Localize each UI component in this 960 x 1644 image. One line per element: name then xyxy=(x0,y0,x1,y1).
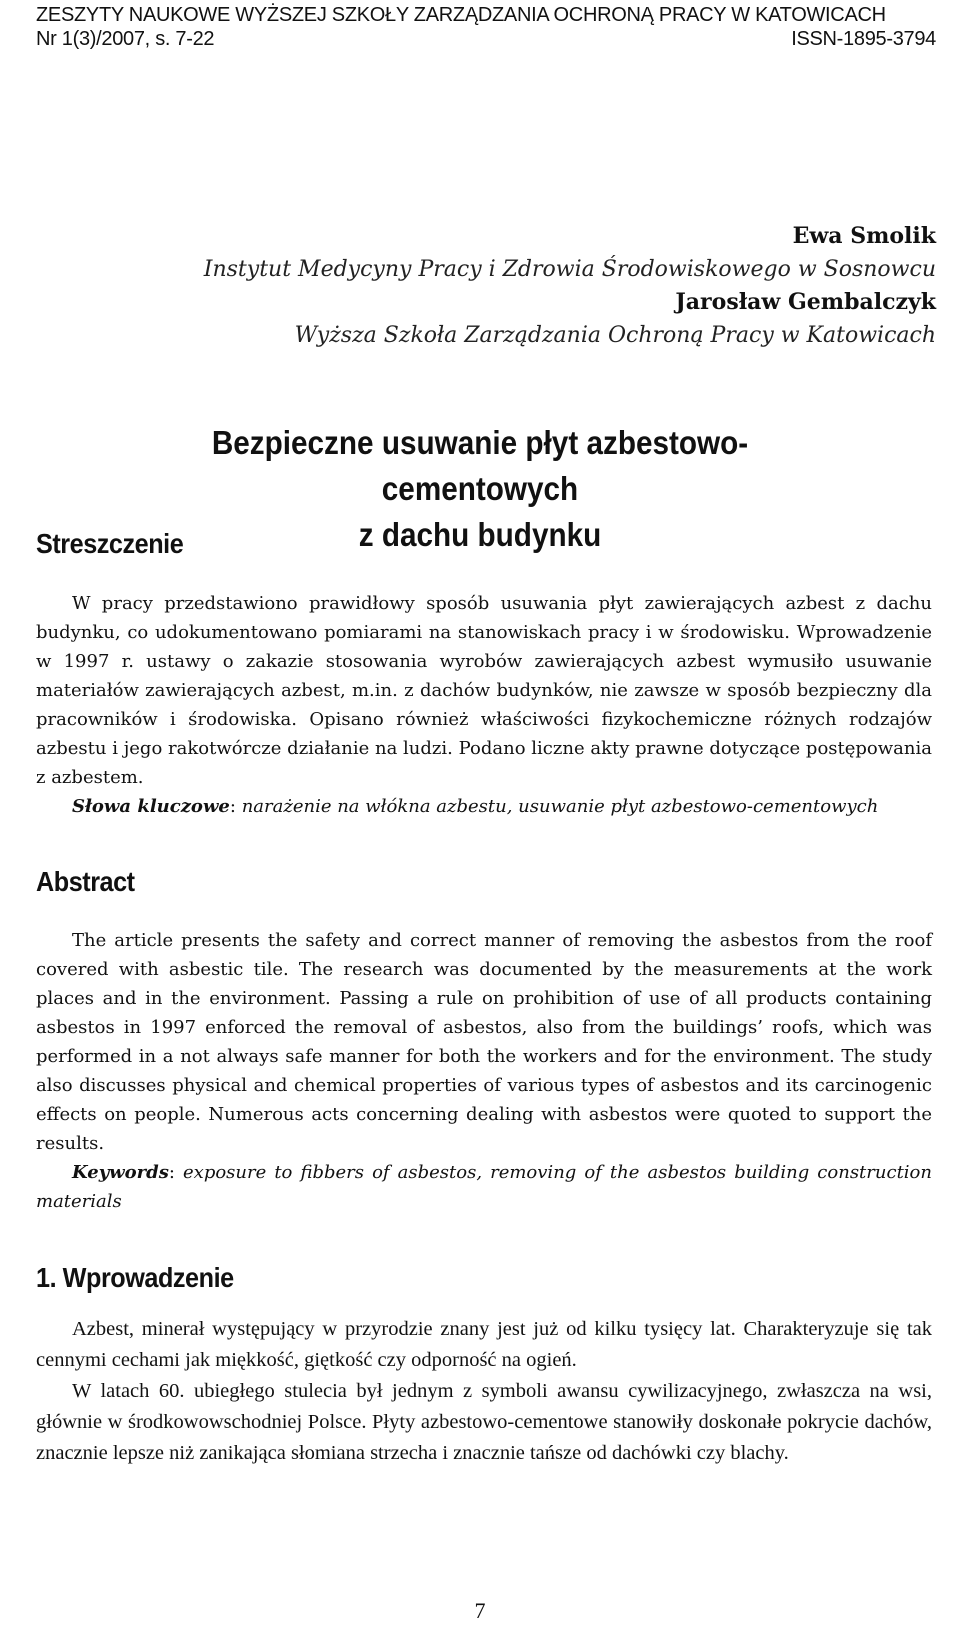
paragraph: W latach 60. ubiegłego stulecia był jednym z symboli awansu cywilizacyjnego, zwłaszcza na wsi, głównie w środkowowschodniej Polsce. Płyty azbestowo-cementowe stanowiły doskonałe pokrycie dachów, znacznie lepsze niż zanikająca słomiana strzecha i znacznie tańsze od dachówki czy blachy. xyxy=(36,1380,932,1464)
streszczenie-keywords xyxy=(36,792,932,821)
title-line: Bezpieczne usuwanie płyt azbestowo-cementowych xyxy=(211,424,749,507)
abstract-text xyxy=(36,926,932,1216)
authors-block xyxy=(204,220,936,352)
abstract-body: The article presents the safety and correct manner of removing the asbestos from the roof covered with asbestic tile. The research was documented by the measurements at the work places and in the environment. Passing a rule on prohibition of use of all products containing asbestos in 1997 enforced the removal of asbestos, also from the buildings’ roofs, which was performed in a not always safe manner for both the workers and for the environment. The study also discusses physical and chemical properties of various types of asbestos and its carcinogenic effects on people. Numerous acts concerning dealing with asbestos were quoted to support the results. xyxy=(36,930,932,1154)
keywords-text: narażenie na włókna azbestu, usuwanie płyt azbestowo-cementowych xyxy=(241,796,879,817)
page-number: 7 xyxy=(474,1598,486,1623)
abstract-heading: Abstract xyxy=(36,866,135,897)
paragraph: Azbest, minerał występujący w przyrodzie znany jest już od kilku tysięcy lat. Charakteryzuje się tak cennymi cechami jak miękkość, giętkość czy odporność na ogień. xyxy=(36,1318,932,1371)
author-affiliation: Wyższa Szkoła Zarządzania Ochroną Pracy w Katowicach xyxy=(294,323,936,348)
streszczenie-heading: Streszczenie xyxy=(36,528,184,559)
author-name: Jarosław Gembalczyk xyxy=(675,289,936,315)
issue-line xyxy=(36,28,936,50)
issue-info: Nr 1(3)/2007, s. 7-22 xyxy=(36,28,215,50)
keywords-label: Słowa kluczowe xyxy=(72,796,230,817)
keywords-label: Keywords xyxy=(72,1162,169,1183)
title-line: z dachu budynku xyxy=(358,516,602,553)
paper-title xyxy=(138,420,822,558)
journal-title: ZESZYTY NAUKOWE WYŻSZEJ SZKOŁY ZARZĄDZANIA OCHRONĄ PRACY W KATOWICACH xyxy=(36,4,886,26)
keywords-separator: : xyxy=(168,1162,184,1183)
section-heading: 1. Wprowadzenie xyxy=(36,1262,234,1293)
keywords-separator: : xyxy=(229,796,242,817)
author-name: Ewa Smolik xyxy=(792,223,936,249)
keywords-text: exposure to fibbers of asbestos, removing of the asbestos building construction materials xyxy=(36,1162,932,1212)
streszczenie-text xyxy=(36,589,932,821)
section-body xyxy=(36,1314,932,1469)
abstract-keywords xyxy=(36,1158,932,1216)
author-affiliation: Instytut Medycyny Pracy i Zdrowia Środowiskowego w Sosnowcu xyxy=(203,257,936,282)
streszczenie-body: W pracy przedstawiono prawidłowy sposób usuwania płyt zawierających azbest z dachu budynku, co udokumentowano pomiarami na stanowiskach pracy i w środowisku. Wprowadzenie w 1997 r. ustawy o zakazie stosowania wyrobów zawierających azbest wymusiło usuwanie materiałów zawierających azbest, m.in. z dachów budynków, nie zawsze w sposób bezpieczny dla pracowników i środowiska. Opisano również właściwości fizykochemiczne różnych rodzajów azbestu i jego rakotwórcze działanie na ludzi. Podano liczne akty prawne dotyczące postępowania z azbestem. xyxy=(36,593,932,788)
issn: ISSN-1895-3794 xyxy=(791,28,936,50)
